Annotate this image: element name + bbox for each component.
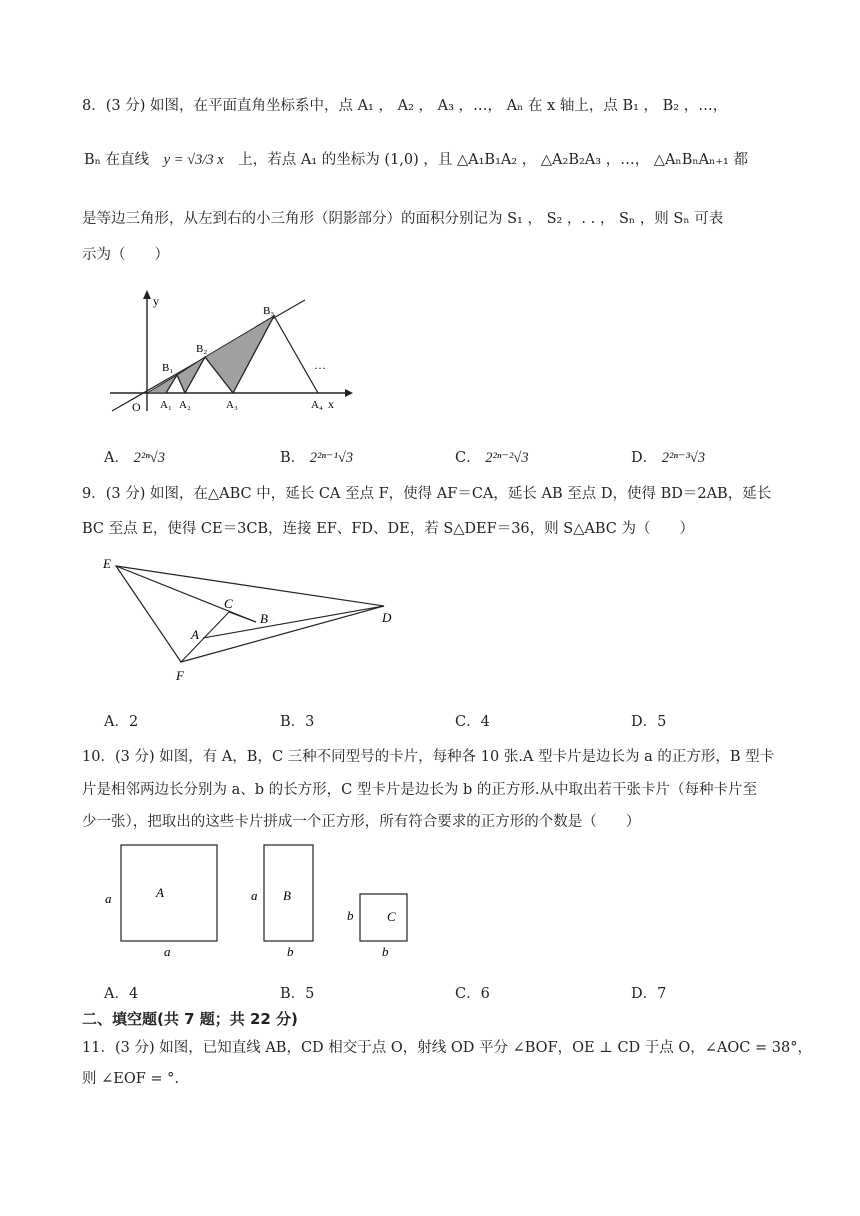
q10-option-a[interactable] xyxy=(104,982,138,1003)
q10-option-d[interactable] xyxy=(631,982,666,1003)
card-c xyxy=(360,894,407,941)
card-b-bottom-label: b xyxy=(287,944,294,959)
q11-line-1: 11．(3 分) 如图，已知直线 AB，CD 相交于点 O，射线 OD 平分 ∠BOF，OE ⊥ CD 于点 O，∠AOC = 38°， xyxy=(82,1040,812,1056)
option-letter: B． xyxy=(280,714,306,730)
card-b-name: B xyxy=(283,888,291,903)
label-b3: B₃ xyxy=(263,305,275,317)
option-value: 2²ⁿ√3 xyxy=(133,450,165,466)
option-letter: D． xyxy=(631,986,658,1002)
label-a4: A₄ xyxy=(311,399,323,411)
card-a xyxy=(121,845,217,941)
q8-option-a[interactable] xyxy=(104,446,165,467)
y-axis-arrow xyxy=(143,290,151,299)
q10-line-2: 片是相邻两边长分别为 a、b 的长方形，C 型卡片是边长为 b 的正方形.从中取出若干张卡片（每种卡片至 xyxy=(82,782,757,798)
card-c-side-label: b xyxy=(347,908,354,923)
option-letter: A． xyxy=(104,986,129,1002)
q8-line-equation: y = √3/3 x xyxy=(163,152,224,168)
label-a1: A₁ xyxy=(160,399,172,411)
q9-option-a[interactable] xyxy=(104,710,138,731)
option-letter: B． xyxy=(280,986,306,1002)
q10-option-b[interactable] xyxy=(280,982,314,1003)
option-value: 2²ⁿ⁻¹√3 xyxy=(309,450,354,466)
q10-line-3: 少一张），把取出的这些卡片拼成一个正方形，所有符合要求的正方形的个数是（ ） xyxy=(82,814,641,830)
option-letter: A． xyxy=(104,450,129,466)
q8-option-d[interactable] xyxy=(631,446,705,467)
option-letter: D． xyxy=(631,450,658,466)
q10-figure xyxy=(100,838,420,966)
label-b2: B₂ xyxy=(196,343,208,355)
option-value: 4 xyxy=(480,714,490,730)
option-value: 2 xyxy=(128,714,139,730)
q9-option-b[interactable] xyxy=(280,710,314,731)
section-title-fill-in: 二、填空题(共 7 题；共 22 分) xyxy=(82,1010,298,1028)
shaded-triangle-s1 xyxy=(147,375,177,393)
card-a-name: A xyxy=(156,885,164,900)
segment-fac xyxy=(181,612,229,662)
q9-line-1: 9．(3 分) 如图，在△ABC 中，延长 CA 至点 F，使得 AF＝CA，延长 AB 至点 D，使得 BD＝2AB，延长 xyxy=(82,486,772,502)
q8-line-2 xyxy=(84,150,748,170)
card-a-bottom-label: a xyxy=(164,944,171,959)
option-letter: A． xyxy=(104,714,129,730)
q8-line-2-pre: Bₙ 在直线 xyxy=(84,152,150,168)
q9-figure xyxy=(96,552,406,687)
q9-line-2: BC 至点 E，使得 CE＝3CB，连接 EF、FD、DE，若 S△DEF＝36，则 S△ABC 为（ ） xyxy=(82,521,694,537)
label-o: O xyxy=(132,400,141,414)
option-letter: C． xyxy=(455,714,481,730)
q8-option-b[interactable] xyxy=(280,446,353,467)
option-letter: C． xyxy=(455,986,481,1002)
option-value: 2²ⁿ⁻²√3 xyxy=(485,450,529,466)
label-b1: B₁ xyxy=(162,362,174,374)
option-value: 2²ⁿ⁻³√3 xyxy=(661,450,706,466)
card-a-side-label: a xyxy=(105,891,112,906)
option-value: 5 xyxy=(657,714,667,730)
option-letter: D． xyxy=(631,714,658,730)
q8-line-3: 是等边三角形，从左到右的小三角形（阴影部分）的面积分别记为 S₁ ， S₂ ，. . ， Sₙ ，则 Sₙ 可表 xyxy=(82,211,724,227)
q9-option-d[interactable] xyxy=(631,710,666,731)
x-axis-arrow xyxy=(345,389,353,397)
label-c: C xyxy=(224,596,233,611)
label-a: A xyxy=(191,627,199,642)
label-a2: A₂ xyxy=(179,399,191,411)
q10-option-c[interactable] xyxy=(455,982,490,1003)
label-y: y xyxy=(153,294,159,308)
option-value: 7 xyxy=(657,986,667,1002)
label-ellipsis: … xyxy=(314,358,326,372)
card-b-side-label: a xyxy=(251,888,258,903)
segment-ec-b xyxy=(116,566,256,622)
label-a3: A₃ xyxy=(226,399,238,411)
shaded-triangle-s2 xyxy=(177,357,205,393)
q8-figure xyxy=(100,285,360,420)
option-letter: B． xyxy=(280,450,306,466)
triangle-def xyxy=(116,566,384,662)
q10-line-1: 10．(3 分) 如图，有 A，B，C 三种不同型号的卡片，每种各 10 张.A 型卡片是边长为 a 的正方形，B 型卡 xyxy=(82,749,775,765)
label-d: D xyxy=(382,610,392,625)
option-value: 4 xyxy=(128,986,139,1002)
q9-option-c[interactable] xyxy=(455,710,490,731)
label-f: F xyxy=(176,668,184,683)
option-value: 6 xyxy=(480,986,490,1002)
card-c-name: C xyxy=(387,909,396,924)
label-x: x xyxy=(328,397,334,411)
option-value: 5 xyxy=(305,986,315,1002)
segment-cb xyxy=(229,612,256,622)
option-letter: C． xyxy=(455,450,481,466)
q8-option-c[interactable] xyxy=(455,446,529,467)
q8-line-2-post: 上，若点 A₁ 的坐标为 (1,0) ，且 △A₁B₁A₂ ， △A₂B₂A₃ ，…， △AₙBₙAₙ₊₁ 都 xyxy=(238,152,748,168)
option-value: 3 xyxy=(305,714,315,730)
q8-line-4: 示为（ ） xyxy=(82,247,169,263)
q8-line-1: 8．(3 分) 如图，在平面直角坐标系中，点 A₁ ， A₂ ， A₃ ，…， Aₙ 在 x 轴上，点 B₁ ， B₂ ，…， xyxy=(82,98,728,114)
q11-line-2: 则 ∠EOF = °. xyxy=(82,1071,180,1087)
label-b: B xyxy=(260,611,268,626)
label-e: E xyxy=(103,556,111,571)
card-c-bottom-label: b xyxy=(382,944,389,959)
